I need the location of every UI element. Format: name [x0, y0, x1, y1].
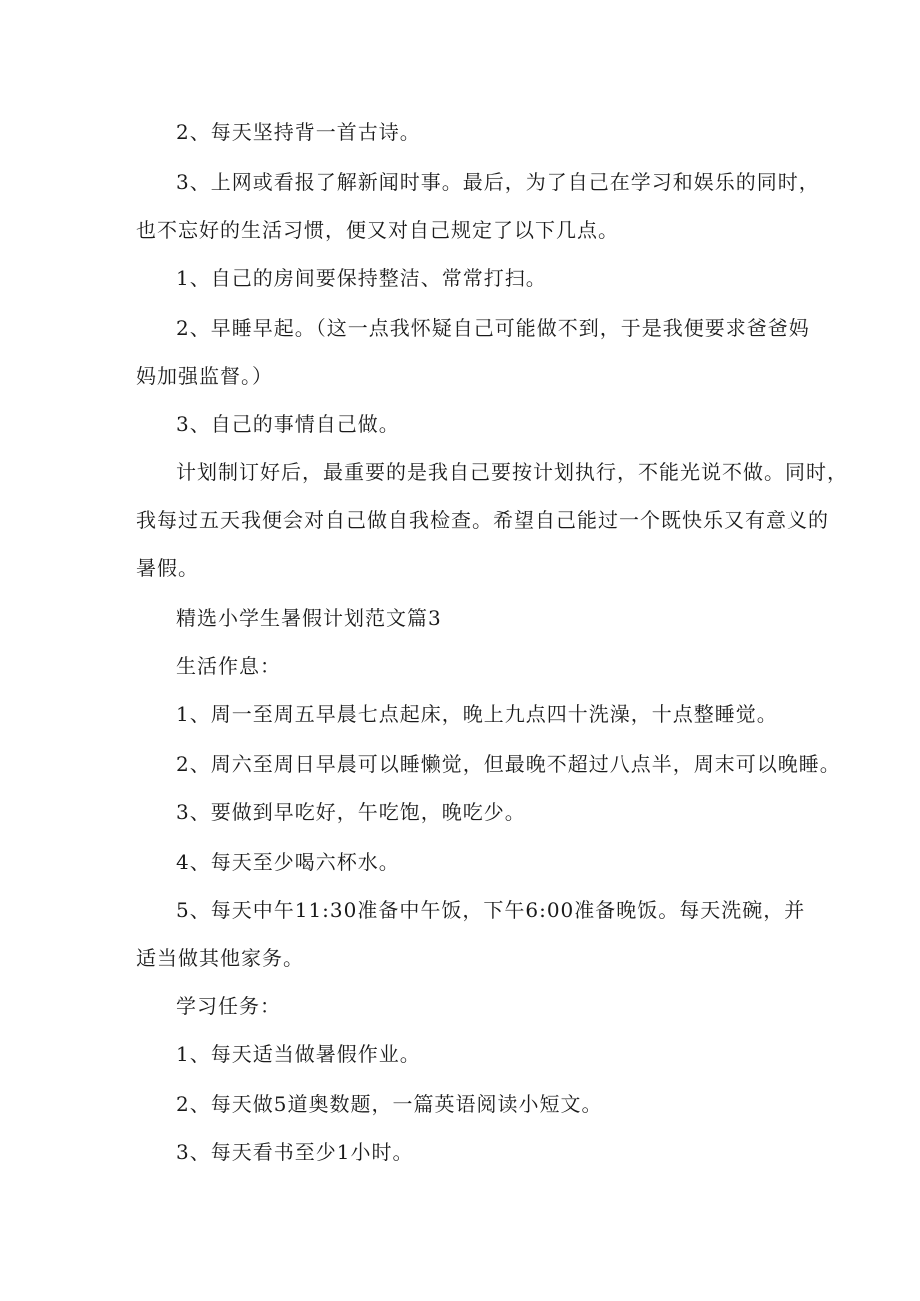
text-line: 1、每天适当做暑假作业。 [176, 1042, 421, 1066]
text-line: 1、周一至周五早晨七点起床，晚上九点四十洗澡，十点整睡觉。 [176, 702, 778, 726]
text-line: 暑假。 [136, 556, 199, 580]
text-line: 2、每天做5道奥数题，一篇英语阅读小短文。 [176, 1092, 603, 1116]
text-line: 我每过五天我便会对自己做自我检查。希望自己能过一个既快乐又有意义的 [136, 508, 829, 532]
text-line: 5、每天中午11:30准备中午饭，下午6:00准备晚饭。每天洗碗，并 [176, 898, 806, 922]
text-line: 4、每天至少喝六杯水。 [176, 850, 400, 874]
text-line: 适当做其他家务。 [136, 946, 304, 970]
text-line: 精选小学生暑假计划范文篇3 [176, 606, 442, 630]
text-line: 3、上网或看报了解新闻时事。最后，为了自己在学习和娱乐的同时， [176, 170, 820, 194]
text-line: 妈加强监督。） [136, 364, 273, 388]
text-line: 2、早睡早起。（这一点我怀疑自己可能做不到，于是我便要求爸爸妈 [176, 316, 810, 340]
text-line: 1、自己的房间要保持整洁、常常打扫。 [176, 266, 547, 290]
text-line: 3、每天看书至少1小时。 [176, 1140, 414, 1164]
text-line: 3、要做到早吃好，午吃饱，晚吃少。 [176, 800, 526, 824]
text-line: 3、自己的事情自己做。 [176, 412, 400, 436]
text-line: 2、周六至周日早晨可以睡懒觉，但最晚不超过八点半，周末可以晚睡。 [176, 752, 841, 776]
text-line: 也不忘好的生活习惯，便又对自己规定了以下几点。 [136, 218, 619, 242]
text-line: 计划制订好后，最重要的是我自己要按计划执行，不能光说不做。同时， [176, 460, 848, 484]
text-line: 2、每天坚持背一首古诗。 [176, 120, 421, 144]
text-line: 生活作息： [176, 654, 281, 678]
text-line: 学习任务： [176, 994, 281, 1018]
